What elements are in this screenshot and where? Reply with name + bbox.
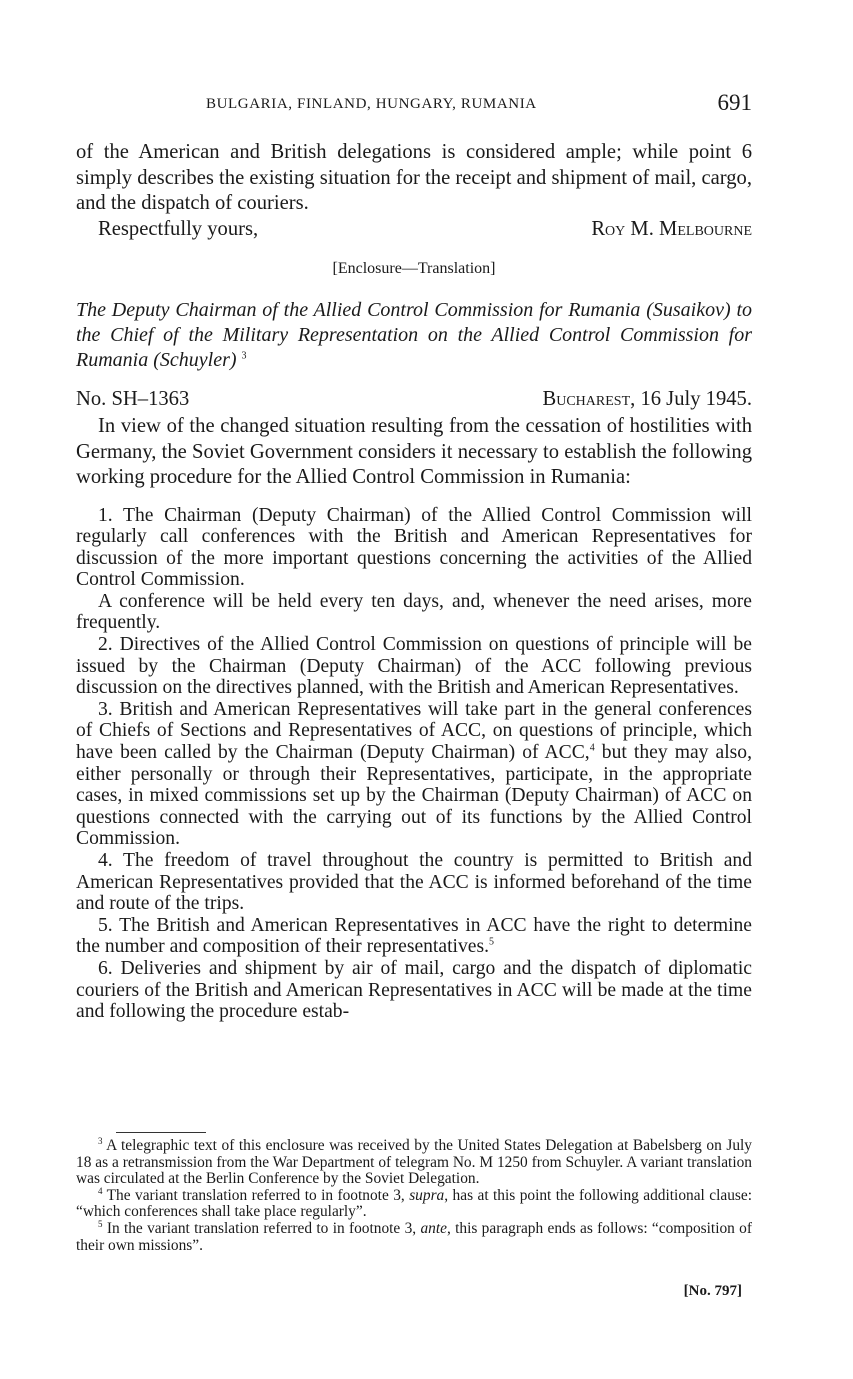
document-ref-number: No. SH–1363 <box>76 387 190 410</box>
date: , 16 July 1945. <box>630 387 752 410</box>
point-5 <box>76 915 752 958</box>
footnote-3-text: A telegraphic text of this enclosure was received by the United States Delegation at Babelsberg on July 18 as a retransmission from the War Department of telegram No. M 1250 from Schuyler. A variant translation was circulated at the Berlin Conference by the Soviet Delegation. <box>76 1137 752 1188</box>
point-1: 1. The Chairman (Deputy Chairman) of the Allied Control Commission will regularly call conferences with the British and American Representatives for discussion of the more important questions concerning the activities of the Allied Control Commission. <box>76 504 752 591</box>
document-number: [No. 797] <box>683 1283 742 1299</box>
footnote-5 <box>76 1218 752 1254</box>
footnote-divider <box>116 1132 206 1133</box>
footnote-5-text-a: In the variant translation referred to in footnote 3, <box>102 1219 421 1237</box>
point-3-text-a: 3. British and American Representatives will take part in the general conferences of Chiefs of Sections and Representatives of ACC, on questions of principle, which have been called by the Chairman (Deputy Chairman) of ACC, <box>76 698 752 764</box>
points-list <box>76 505 752 1023</box>
point-3 <box>76 699 752 850</box>
body-text <box>76 140 752 1023</box>
footnote-3-mark: 3 <box>98 1135 103 1146</box>
point-2: 2. Directives of the Allied Control Commission on questions of principle will be issued by the Chairman (Deputy Chairman) of the ACC following previous discussion on the directives planned, with the British and American Representatives. <box>76 634 752 699</box>
signature-block <box>76 217 752 243</box>
footnote-5-text-b: , this paragraph ends as follows: “composition of their own missions”. <box>76 1219 752 1254</box>
running-title: BULGARIA, FINLAND, HUNGARY, RUMANIA <box>206 96 537 112</box>
footnote-5-italic: ante <box>420 1219 447 1237</box>
footnote-3 <box>76 1135 752 1188</box>
opening-paragraph: In view of the changed situation resulting from the cessation of hostilities with Germany, the Soviet Government considers it necessary to establish the following working procedure for the Allied Control Commission in Rumania: <box>76 415 752 488</box>
footnote-4-italic: supra <box>409 1186 445 1204</box>
intro-paragraph: of the American and British delegations is considered ample; while point 6 simply describes the existing situation for the receipt and shipment of mail, cargo, and the dispatch of couriers. <box>76 141 752 214</box>
footnote-ref-4: 4 <box>589 742 595 754</box>
page-number: 691 <box>717 90 752 115</box>
point-3-text-b: but they may also, either personally or through their Representatives, participate, in the appropriate cases, in mixed commissions set up by the Chairman (Deputy Chairman) of ACC on questions connected with the carrying out of its functions by the Allied Control Commission. <box>76 742 752 850</box>
dateline <box>76 387 752 413</box>
running-head <box>76 92 752 122</box>
footnote-4-mark: 4 <box>98 1185 103 1196</box>
point-1-continuation: A conference will be held every ten days, and, whenever the need arises, more frequently. <box>76 590 752 634</box>
footnote-ref-3: 3 <box>241 349 247 361</box>
footnote-4-text-b: , has at this point the following additional clause: “which conferences shall take place regularly”. <box>76 1186 752 1221</box>
footnote-4-text-a: The variant translation referred to in footnote 3, <box>102 1186 410 1204</box>
point-4: 4. The freedom of travel throughout the country is permitted to British and American Representatives provided that the ACC is informed beforehand of the time and route of the trips. <box>76 850 752 915</box>
place-date <box>543 387 753 413</box>
point-6: 6. Deliveries and shipment by air of mail, cargo and the dispatch of diplomatic couriers of the British and American Representatives in ACC will be made at the time and following the procedure estab- <box>76 957 752 1023</box>
closing: Respectfully yours, <box>98 217 259 240</box>
enclosure-label: [Enclosure—Translation] <box>332 260 496 277</box>
footnote-ref-5: 5 <box>488 936 494 948</box>
footnotes <box>76 1135 752 1254</box>
place: Bucharest <box>542 387 631 410</box>
point-5-text: 5. The British and American Representatives in ACC have the right to determine the number and composition of their representatives. <box>76 914 752 958</box>
footnote-5-mark: 5 <box>98 1218 103 1229</box>
footnote-4 <box>76 1185 752 1221</box>
document-heading <box>76 298 752 373</box>
document-heading-text: The Deputy Chairman of the Allied Control Commission for Rumania (Susaikov) to the Chief of the Military Representation on the Allied Control Commission for Rumania (Schuyler) <box>76 298 752 371</box>
signature: Roy M. Melbourne <box>591 217 752 240</box>
